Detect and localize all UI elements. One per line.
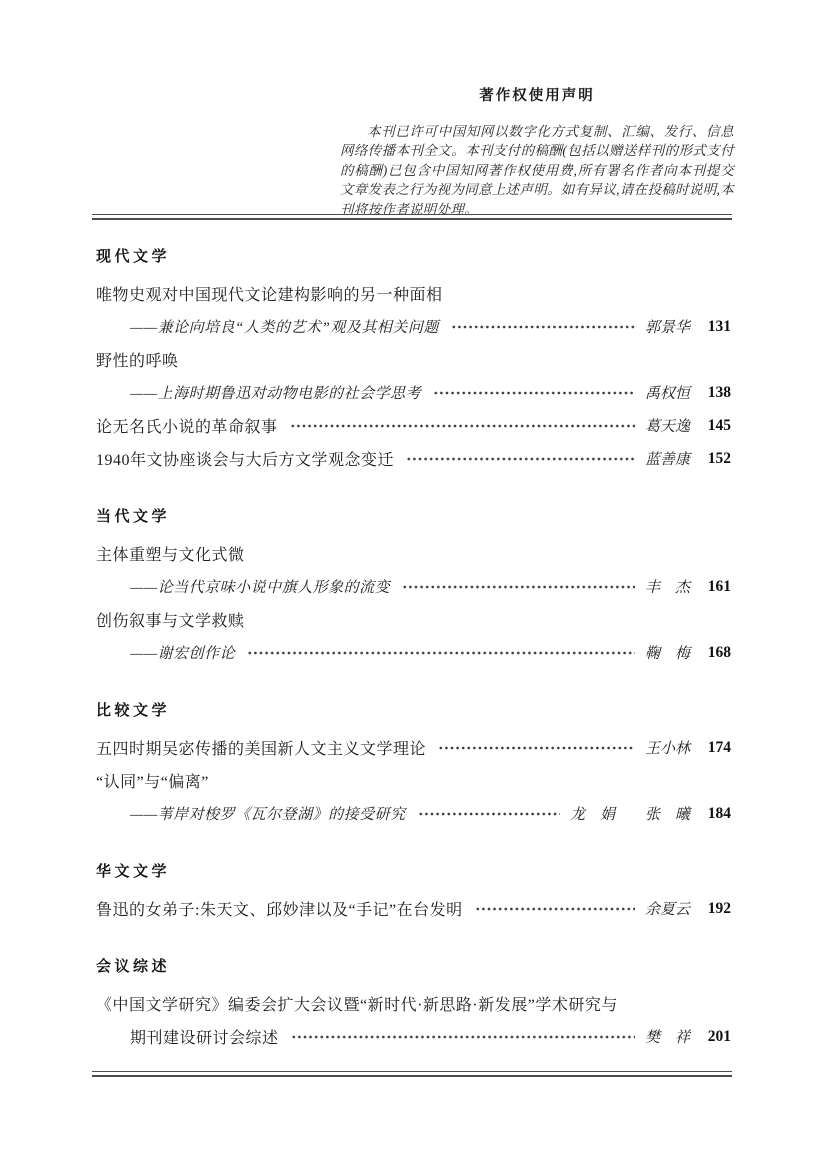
article-page-number: 138 <box>707 383 731 401</box>
article-subtitle-line <box>96 376 731 409</box>
copyright-notice <box>340 84 734 219</box>
table-of-contents <box>96 240 731 1053</box>
article-authors: 葛天逸 <box>644 419 690 435</box>
section-title: 会议综述 <box>96 958 171 975</box>
article-title-line <box>96 343 731 376</box>
article-title-line <box>96 892 731 925</box>
article-title-line <box>96 409 731 442</box>
article-authors: 龙 娟 张 曦 <box>569 807 690 823</box>
toc-entry <box>96 537 731 603</box>
dot-leader <box>247 636 635 669</box>
article-title-line <box>96 537 731 570</box>
dot-leader <box>451 310 635 343</box>
dot-leader <box>433 376 635 409</box>
article-title-line <box>96 442 731 475</box>
article-page-number: 145 <box>707 416 731 434</box>
article-authors: 鞠 梅 <box>644 646 690 662</box>
top-double-rule <box>92 214 732 220</box>
notice-title: 著作权使用声明 <box>479 88 595 104</box>
dot-leader <box>290 409 635 442</box>
article-title: 鲁迅的女弟子:朱天文、邱妙津以及“手记”在台发明 <box>96 902 463 919</box>
section-title: 比较文学 <box>96 702 171 719</box>
article-subtitle-line <box>96 797 731 830</box>
article-title-line <box>96 764 731 797</box>
article-subtitle-line <box>96 570 731 603</box>
article-title: 唯物史观对中国现代文论建构影响的另一种面相 <box>96 287 443 304</box>
toc-section-modern-literature <box>96 240 731 475</box>
article-title-line <box>96 987 731 1020</box>
toc-entry <box>96 603 731 669</box>
article-authors: 郭景华 <box>644 320 690 336</box>
toc-entry <box>96 731 731 764</box>
article-title-continuation: 期刊建设研讨会综述 <box>130 1030 279 1047</box>
article-subtitle: ——谢宏创作论 <box>130 646 236 662</box>
article-title-continuation-line <box>96 1020 731 1053</box>
dot-leader <box>418 797 560 830</box>
article-title: 主体重塑与文化式微 <box>96 547 245 564</box>
toc-entry <box>96 987 731 1053</box>
article-authors: 王小林 <box>644 741 690 757</box>
toc-section-chinese-language-literature <box>96 855 731 925</box>
article-subtitle-line <box>96 310 731 343</box>
toc-section-contemporary-literature <box>96 500 731 669</box>
article-subtitle: ——上海时期鲁迅对动物电影的社会学思考 <box>130 386 422 402</box>
dot-leader <box>402 570 635 603</box>
article-title: 1940年文协座谈会与大后方文学观念变迁 <box>96 452 395 469</box>
article-title: 《中国文学研究》编委会扩大会议暨“新时代·新思路·新发展”学术研究与 <box>96 997 618 1014</box>
bottom-double-rule <box>92 1071 732 1077</box>
article-title-line <box>96 603 731 636</box>
toc-entry <box>96 764 731 830</box>
article-title-line <box>96 277 731 310</box>
article-authors: 丰 杰 <box>644 580 690 596</box>
article-page-number: 201 <box>707 1027 731 1045</box>
dot-leader <box>475 892 635 925</box>
article-title-line <box>96 731 731 764</box>
dot-leader <box>291 1020 635 1053</box>
dot-leader <box>406 442 635 475</box>
toc-section-comparative-literature <box>96 694 731 830</box>
toc-entry <box>96 277 731 343</box>
article-authors: 樊 祥 <box>644 1030 690 1046</box>
dot-leader <box>438 731 635 764</box>
article-authors: 蓝善康 <box>644 452 690 468</box>
toc-entry <box>96 892 731 925</box>
toc-entry <box>96 409 731 442</box>
toc-entry <box>96 343 731 409</box>
article-title: 五四时期吴宓传播的美国新人文主义文学理论 <box>96 741 427 758</box>
article-title: 论无名氏小说的革命叙事 <box>96 419 278 436</box>
article-subtitle: ——论当代京味小说中旗人形象的流变 <box>130 580 391 596</box>
article-page-number: 161 <box>707 577 731 595</box>
section-title: 华文文学 <box>96 863 171 880</box>
notice-body: 本刊已许可中国知网以数字化方式复制、汇编、发行、信息网络传播本刊全文。本刊支付的稿酬(包括以赠送样刊的形式支付的稿酬)已包含中国知网著作权使用费,所有署名作者向本刊提交文章发表之行为视为同意上述声明。如有异议,请在投稿时说明,本刊将按作者说明处理。 <box>340 124 734 217</box>
section-title: 现代文学 <box>96 248 171 265</box>
article-authors: 余夏云 <box>644 902 690 918</box>
article-page-number: 168 <box>707 643 731 661</box>
article-page-number: 184 <box>707 804 731 822</box>
toc-entry <box>96 442 731 475</box>
article-title: 野性的呼唤 <box>96 353 179 370</box>
article-subtitle-line <box>96 636 731 669</box>
toc-section-conference-review <box>96 950 731 1053</box>
article-page-number: 131 <box>707 317 731 335</box>
article-page-number: 192 <box>707 899 731 917</box>
article-title: “认同”与“偏离” <box>96 774 209 791</box>
section-title: 当代文学 <box>96 508 171 525</box>
article-title: 创伤叙事与文学救赎 <box>96 613 245 630</box>
article-subtitle: ——兼论向培良“人类的艺术”观及其相关问题 <box>130 320 439 336</box>
article-authors: 禹权恒 <box>644 386 690 402</box>
article-subtitle: ——苇岸对梭罗《瓦尔登湖》的接受研究 <box>130 807 406 823</box>
article-page-number: 152 <box>707 449 731 467</box>
article-page-number: 174 <box>707 738 731 756</box>
